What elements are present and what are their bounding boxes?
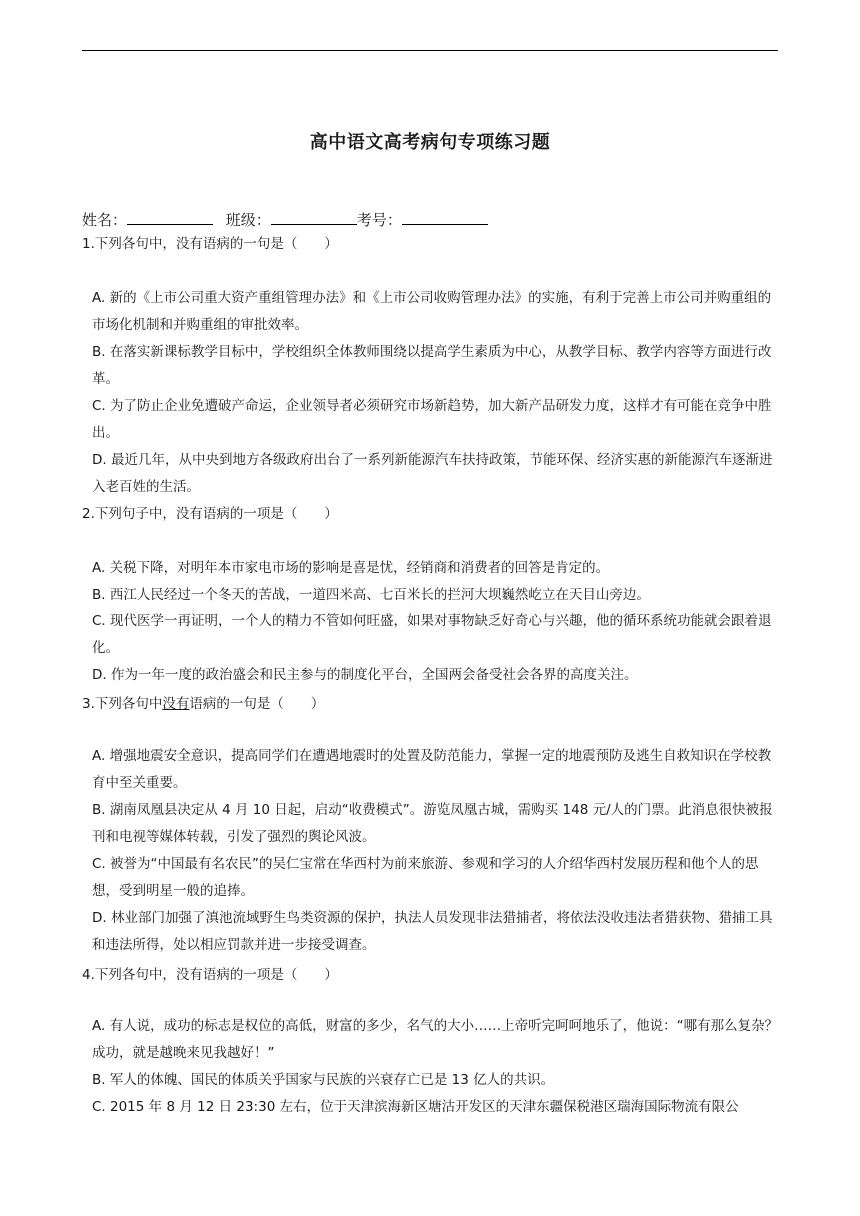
question-4-stem: 4.下列各句中，没有语病的一项是（ ）	[82, 967, 338, 983]
question-1-option-c: C. 为了防止企业免遭破产命运，企业领导者必须研究市场新趋势，加大新产品研发力度，这样才有可能在竞争中胜出。	[92, 398, 772, 441]
question-4-option-c: C. 2015 年 8 月 12 日 23:30 左右，位于天津滨海新区塘沽开发区的天津东疆保税港区瑞海国际物流有限公	[92, 1099, 739, 1115]
question-2-option-c: C. 现代医学一再证明，一个人的精力不管如何旺盛，如果对事物缺乏好奇心与兴趣，他的循环系统功能就会跟着退化。	[92, 613, 772, 656]
question-3-option-d: D. 林业部门加强了滇池流域野生鸟类资源的保护，执法人员发现非法猎捕者，将依法没收违法者猎获物、猎捕工具和违法所得，处以相应罚款并进一步接受调查。	[92, 910, 773, 953]
question-2-option-a: A. 关税下降，对明年本市家电市场的影响是喜是忧，经销商和消费者的回答是肯定的。	[92, 560, 610, 576]
class-blank	[271, 210, 357, 225]
question-3-option-c: C. 被誉为“中国最有名农民”的吴仁宝常在华西村为前来旅游、参观和学习的人介绍华西村发展历程和他个人的思想，受到明星一般的追捧。	[92, 856, 759, 899]
question-2-option-d: D. 作为一年一度的政治盛会和民主参与的制度化平台，全国两会备受社会各界的高度关注。	[92, 667, 638, 683]
question-1-option-b: B. 在落实新课标教学目标中，学校组织全体教师围绕以提高学生素质为中心，从教学目标、教学内容等方面进行改革。	[92, 344, 772, 387]
question-3-stem-start: 3.下列各句中	[82, 696, 163, 712]
name-label: 姓名：	[82, 211, 128, 229]
student-info-line	[82, 209, 488, 230]
question-1-option-d: D. 最近几年，从中央到地方各级政府出台了一系列新能源汽车扶持政策，节能环保、经济实惠的新能源汽车逐渐进入老百姓的生活。	[92, 452, 773, 495]
question-2-stem: 2.下列句子中，没有语病的一项是（ ）	[82, 506, 338, 522]
question-4-option-a: A. 有人说，成功的标志是权位的高低，财富的多少，名气的大小……上帝听完呵呵地乐了，他说：“哪有那么复杂？成功，就是越晚来见我越好！”	[92, 1018, 779, 1061]
question-3-stem-end: 语病的一句是（ ）	[189, 696, 325, 712]
question-3-stem	[82, 692, 324, 712]
page-title: 高中语文高考病句专项练习题	[309, 132, 551, 153]
exam-number-blank	[402, 210, 488, 225]
question-3-stem-emphasis: 没有	[162, 696, 190, 712]
header-rule	[82, 50, 778, 51]
question-1-option-a: A. 新的《上市公司重大资产重组管理办法》和《上市公司收购管理办法》的实施，有利于完善上市公司并购重组的市场化机制和并购重组的审批效率。	[92, 290, 772, 333]
question-3-option-b: B. 湖南凤凰县决定从 4 月 10 日起，启动“收费模式”。游览凤凰古城，需购买 148 元/人的门票。此消息很快被报刊和电视等媒体转载，引发了强烈的舆论风波。	[92, 802, 773, 845]
question-4-option-b: B. 军人的体魄、国民的体质关乎国家与民族的兴衰存亡已是 13 亿人的共识。	[92, 1072, 555, 1088]
class-label: 班级：	[225, 211, 271, 229]
name-blank	[127, 210, 213, 225]
question-2-option-b: B. 西江人民经过一个冬天的苦战，一道四米高、七百米长的拦河大坝巍然屹立在天目山旁边。	[92, 587, 650, 603]
question-1-stem: 1.下列各句中，没有语病的一句是（ ）	[82, 236, 338, 252]
exam-number-label: 考号：	[356, 211, 402, 229]
question-3-option-a: A. 增强地震安全意识，提高同学们在遭遇地震时的处置及防范能力，掌握一定的地震预防及逃生自救知识在学校教育中至关重要。	[92, 748, 772, 791]
